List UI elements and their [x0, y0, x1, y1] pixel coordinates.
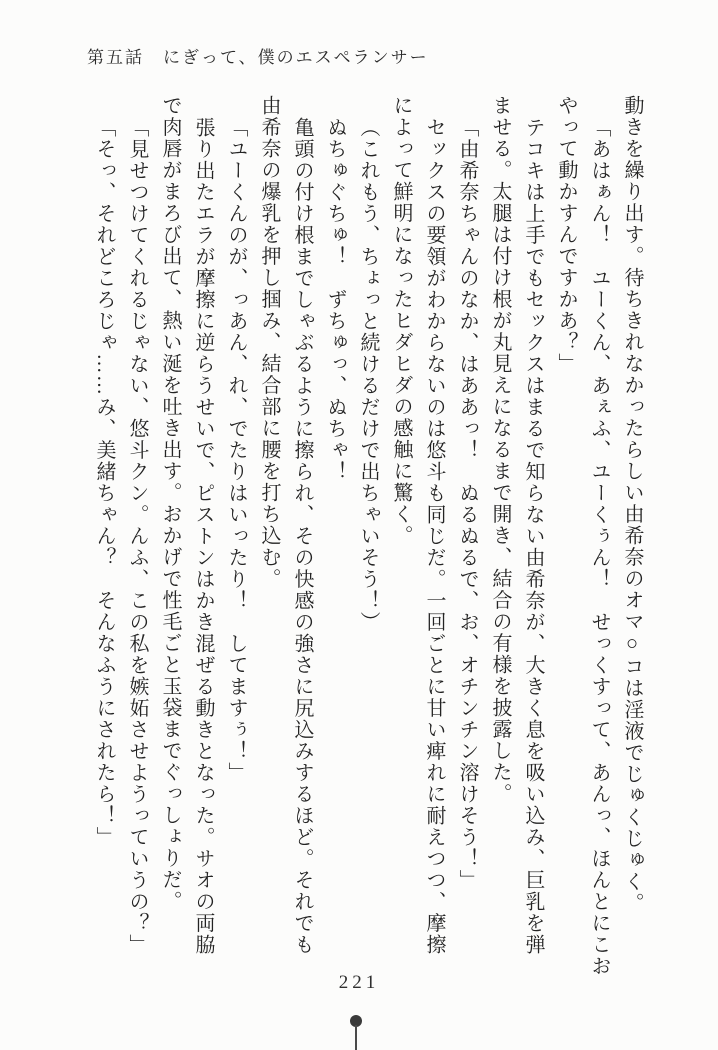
chapter-header: 第五話 にぎって、僕のエスペランサー	[87, 48, 429, 67]
text-line: やって動かすんですかあ？」	[555, 95, 577, 375]
text-line: セックスの要領がわからないのは悠斗も同じだ。一回ごとに甘い痺れに耐えつつ、摩擦	[423, 117, 445, 956]
cursor-marker	[349, 1015, 363, 1050]
text-line: 「見せつけてくれるじゃない、悠斗クン。んふ、この私を嫉妬させようっていうの？」	[126, 117, 148, 956]
text-body	[87, 95, 648, 987]
text-line: ぬちゅぐちゅ！ ずちゅっ、ぬちゃ！	[324, 117, 346, 483]
page-number: 221	[338, 972, 380, 993]
text-line: 張り出たエラが摩擦に逆らうせいで、ピストンはかき混ぜる動きとなった。サオの両脇	[192, 117, 214, 956]
text-line: （これもう、ちょっと続けるだけで出ちゃいそう！）	[357, 117, 379, 633]
text-line: 亀頭の付け根までしゃぶるように擦られ、その快感の強さに尻込みするほど。それでも	[291, 117, 313, 956]
marker-stem	[355, 1025, 357, 1050]
text-line: によって鮮明になったヒダヒダの感触に驚く。	[390, 95, 412, 547]
text-line: 動きを繰り出す。待ちきれなかったらしい由希奈のオマ○コは淫液でじゅくじゅく。	[621, 95, 643, 914]
text-line: 「由希奈ちゃんのなか、はああっ！ ぬるぬるで、お、オチンチン溶けそう！」	[456, 117, 478, 891]
text-line: 「ユーくんのが、っあん、れ、でたりはいったり！ してますぅ！」	[225, 117, 247, 784]
text-line: テコキは上手でもセックスはまるで知らない由希奈が、大きく息を吸い込み、巨乳を弾	[522, 117, 544, 956]
text-line: 由希奈の爆乳を押し掴み、結合部に腰を打ち込む。	[258, 95, 280, 590]
text-line: 「そっ、それどころじゃ……み、美緒ちゃん？ そんなふうにされたら！」	[93, 117, 115, 848]
text-line: 「あはぁん！ ユーくん、あぇふ、ユーくぅん！ せっくすって、あんっ、ほんとにこお	[588, 117, 610, 977]
text-line: ませる。太腿は付け根が丸見えになるまで開き、結合の有様を披露した。	[489, 95, 511, 805]
text-line: で肉唇がまろび出て、熱い涎を吐き出す。おかげで性毛ごと玉袋までぐっしょりだ。	[159, 95, 181, 912]
